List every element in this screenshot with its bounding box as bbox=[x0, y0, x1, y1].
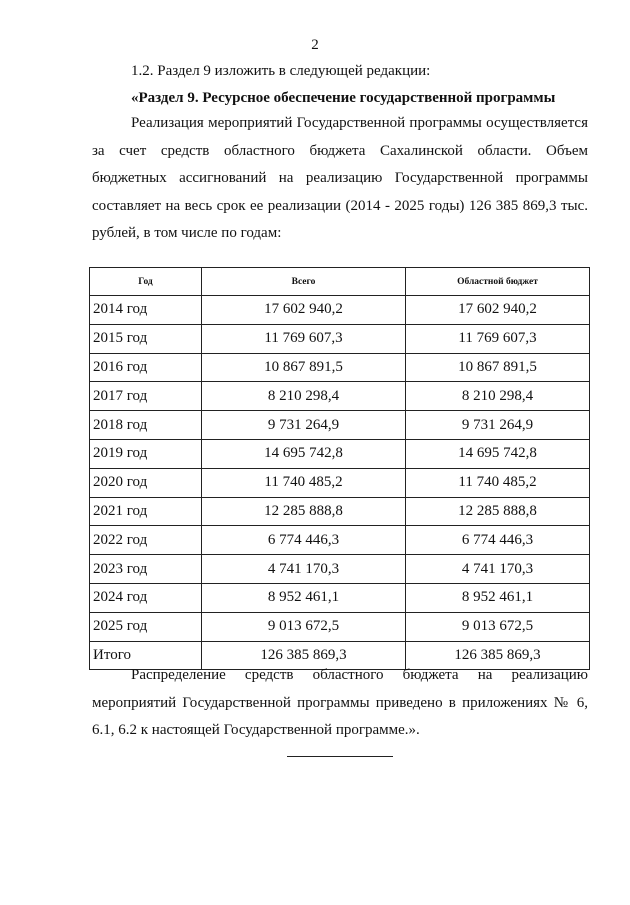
cell-total: 17 602 940,2 bbox=[202, 296, 406, 325]
cell-year: 2016 год bbox=[90, 353, 202, 382]
table-row bbox=[90, 555, 590, 584]
budget-table-container bbox=[89, 267, 589, 670]
table-row bbox=[90, 468, 590, 497]
table-body bbox=[90, 296, 590, 670]
cell-regional-budget: 8 952 461,1 bbox=[406, 583, 590, 612]
cell-year: 2015 год bbox=[90, 324, 202, 353]
table-row bbox=[90, 411, 590, 440]
table-row bbox=[90, 296, 590, 325]
cell-year: 2025 год bbox=[90, 612, 202, 641]
cell-regional-budget: 17 602 940,2 bbox=[406, 296, 590, 325]
header-regional-budget: Областной бюджет bbox=[406, 268, 590, 296]
cell-total: 9 731 264,9 bbox=[202, 411, 406, 440]
paragraph-main: Реализация мероприятий Государственной программы осуществляется за счет средств областного бюджета Сахалинской области. Объем бюджетных ассигнований на реализацию Государственной программы составляет на весь срок ее реализации (2014 - 2025 годы) 126 385 869,3 тыс. рублей, в том числе по годам: bbox=[92, 115, 588, 241]
cell-regional-budget: 11 769 607,3 bbox=[406, 324, 590, 353]
table-row bbox=[90, 526, 590, 555]
cell-year: 2022 год bbox=[90, 526, 202, 555]
page-number: 2 bbox=[311, 37, 319, 53]
table-row bbox=[90, 324, 590, 353]
cell-regional-budget: 6 774 446,3 bbox=[406, 526, 590, 555]
header-year: Год bbox=[90, 268, 202, 296]
cell-total: 8 952 461,1 bbox=[202, 583, 406, 612]
cell-total: 126 385 869,3 bbox=[202, 641, 406, 670]
cell-regional-budget: 8 210 298,4 bbox=[406, 382, 590, 411]
cell-year: 2019 год bbox=[90, 439, 202, 468]
cell-total: 8 210 298,4 bbox=[202, 382, 406, 411]
cell-year: 2023 год bbox=[90, 555, 202, 584]
table-header-row bbox=[90, 268, 590, 296]
closing-divider bbox=[287, 756, 393, 757]
cell-regional-budget: 9 731 264,9 bbox=[406, 411, 590, 440]
table-row bbox=[90, 612, 590, 641]
table-row bbox=[90, 439, 590, 468]
intro-line: 1.2. Раздел 9 изложить в следующей редакции: bbox=[131, 63, 431, 79]
cell-total: 6 774 446,3 bbox=[202, 526, 406, 555]
section-heading: «Раздел 9. Ресурсное обеспечение государственной программы bbox=[131, 90, 556, 106]
header-total: Всего bbox=[202, 268, 406, 296]
cell-total: 9 013 672,5 bbox=[202, 612, 406, 641]
cell-regional-budget: 4 741 170,3 bbox=[406, 555, 590, 584]
cell-year: 2014 год bbox=[90, 296, 202, 325]
cell-year: 2020 год bbox=[90, 468, 202, 497]
cell-total: 11 740 485,2 bbox=[202, 468, 406, 497]
table-row bbox=[90, 382, 590, 411]
cell-total: 4 741 170,3 bbox=[202, 555, 406, 584]
cell-regional-budget: 11 740 485,2 bbox=[406, 468, 590, 497]
cell-year: 2018 год bbox=[90, 411, 202, 440]
table-row bbox=[90, 583, 590, 612]
cell-year: Итого bbox=[90, 641, 202, 670]
cell-regional-budget: 9 013 672,5 bbox=[406, 612, 590, 641]
cell-regional-budget: 14 695 742,8 bbox=[406, 439, 590, 468]
cell-year: 2024 год bbox=[90, 583, 202, 612]
cell-year: 2017 год bbox=[90, 382, 202, 411]
budget-table bbox=[89, 267, 590, 670]
cell-regional-budget: 10 867 891,5 bbox=[406, 353, 590, 382]
cell-regional-budget: 126 385 869,3 bbox=[406, 641, 590, 670]
cell-regional-budget: 12 285 888,8 bbox=[406, 497, 590, 526]
table-row bbox=[90, 353, 590, 382]
cell-total: 11 769 607,3 bbox=[202, 324, 406, 353]
table-row bbox=[90, 497, 590, 526]
cell-total: 12 285 888,8 bbox=[202, 497, 406, 526]
paragraph-closing: Распределение средств областного бюджета на реализацию мероприятий Государственной программы приведено в приложениях № 6, 6.1, 6.2 к настоящей Государственной программе.». bbox=[92, 667, 588, 738]
cell-total: 10 867 891,5 bbox=[202, 353, 406, 382]
cell-total: 14 695 742,8 bbox=[202, 439, 406, 468]
cell-year: 2021 год bbox=[90, 497, 202, 526]
